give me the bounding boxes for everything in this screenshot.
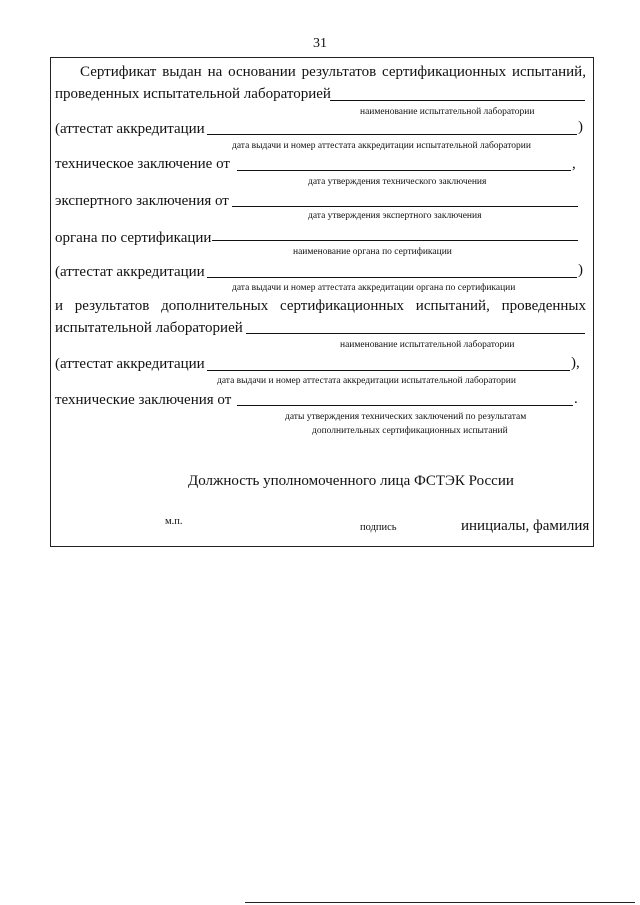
additional-lab-accreditation-close: ), <box>571 355 580 371</box>
lab-accreditation-close: ) <box>578 119 583 135</box>
additional-lab-name-field[interactable] <box>246 333 585 334</box>
page-bottom-rule <box>245 902 635 903</box>
technical-conclusion-caption: дата утверждения технического заключения <box>308 177 487 187</box>
body-accreditation-caption: дата выдачи и номер аттестата аккредитации органа по сертификации <box>232 283 516 293</box>
body-accreditation-field[interactable] <box>207 277 577 278</box>
additional-technical-conclusions-caption-1: даты утверждения технических заключений по результатам <box>285 412 527 422</box>
technical-conclusion-close: , <box>572 156 576 172</box>
certification-body-caption: наименование органа по сертификации <box>293 247 452 257</box>
lab-accreditation-label: (аттестат аккредитации <box>55 121 205 137</box>
page-number: 31 <box>313 36 327 51</box>
signature-label: подпись <box>360 522 397 533</box>
technical-conclusion-field[interactable] <box>237 170 571 171</box>
certification-body-field[interactable] <box>212 240 578 241</box>
intro-line-1: Сертификат выдан на основании результатов сертификационных испытаний, <box>80 64 586 80</box>
lab-name-caption: наименование испытательной лаборатории <box>360 107 535 117</box>
technical-conclusion-label: техническое заключение от <box>55 156 230 172</box>
lab-accreditation-caption: дата выдачи и номер аттестата аккредитации испытательной лаборатории <box>232 141 531 151</box>
additional-lab-accreditation-label: (аттестат аккредитации <box>55 356 205 372</box>
lab-accreditation-field[interactable] <box>207 134 577 135</box>
seal-label: м.п. <box>165 516 183 527</box>
body-accreditation-close: ) <box>578 262 583 278</box>
additional-technical-conclusions-caption-2: дополнительных сертификационных испытаний <box>312 426 508 436</box>
expert-conclusion-field[interactable] <box>232 206 578 207</box>
intro-line-2: проведенных испытательной лабораторией <box>55 86 331 102</box>
additional-lab-name-caption: наименование испытательной лаборатории <box>340 340 515 350</box>
certification-body-label: органа по сертификации <box>55 230 212 246</box>
expert-conclusion-label: экспертного заключения от <box>55 193 229 209</box>
additional-technical-conclusions-field[interactable] <box>237 405 573 406</box>
additional-line-1: и результатов дополнительных сертификационных испытаний, проведенных <box>55 298 586 314</box>
initials-surname-label: инициалы, фамилия <box>461 518 590 534</box>
additional-lab-accreditation-caption: дата выдачи и номер аттестата аккредитации испытательной лаборатории <box>217 376 516 386</box>
expert-conclusion-caption: дата утверждения экспертного заключения <box>308 211 482 221</box>
authorized-person-position: Должность уполномоченного лица ФСТЭК России <box>188 473 514 489</box>
additional-lab-accreditation-field[interactable] <box>207 370 570 371</box>
additional-technical-conclusions-label: технические заключения от <box>55 392 232 408</box>
lab-name-field[interactable] <box>330 100 585 101</box>
additional-technical-conclusions-close: . <box>574 391 578 407</box>
additional-line-2: испытательной лабораторией <box>55 320 243 336</box>
body-accreditation-label: (аттестат аккредитации <box>55 264 205 280</box>
